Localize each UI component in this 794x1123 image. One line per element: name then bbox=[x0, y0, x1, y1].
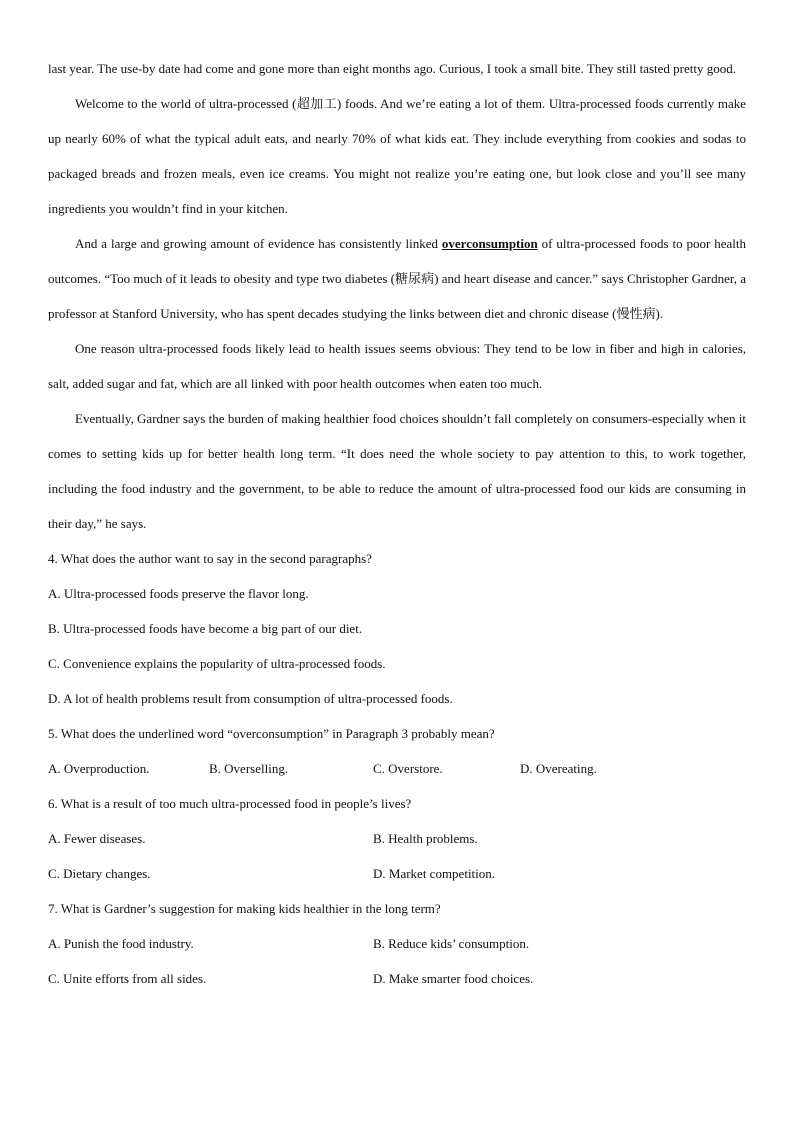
question-4-option-d: D. A lot of health problems result from consumption of ultra-processed foods. bbox=[48, 691, 453, 706]
question-4-stem: 4. What does the author want to say in the second paragraphs? bbox=[48, 551, 372, 566]
question-5-option-c: C. Overstore. bbox=[373, 761, 443, 776]
passage-paragraph-5: Eventually, Gardner says the burden of making healthier food choices shouldn’t fall completely on consumers-especially when it comes to setting kids up for better health long term. “It does need the whole society to pay attention to this, to work together, including the food industry and the government, to be able to reduce the amount of ultra-processed food our kids are consuming in their day,” he says. bbox=[48, 411, 746, 531]
passage-paragraph-4: One reason ultra-processed foods likely lead to health issues seems obvious: They tend to be low in fiber and high in calories, salt, added sugar and fat, which are all linked with poor health outcomes when eaten too much. bbox=[48, 341, 746, 391]
question-7-options-row-2 bbox=[48, 961, 746, 996]
question-6-option-d: D. Market competition. bbox=[373, 866, 496, 881]
question-4-option-c: C. Convenience explains the popularity of ultra-processed foods. bbox=[48, 656, 386, 671]
question-5-option-a: A. Overproduction. bbox=[48, 761, 150, 776]
question-6-stem: 6. What is a result of too much ultra-processed food in people’s lives? bbox=[48, 796, 412, 811]
passage-paragraph-continued: last year. The use-by date had come and gone more than eight months ago. Curious, I took a small bite. They still tasted pretty good. bbox=[48, 61, 737, 76]
question-5-options bbox=[48, 751, 746, 786]
underlined-word: overconsumption bbox=[441, 236, 538, 251]
question-6-option-a: A. Fewer diseases. bbox=[48, 831, 146, 846]
question-7-option-b: B. Reduce kids’ consumption. bbox=[373, 936, 530, 951]
question-7-option-a: A. Punish the food industry. bbox=[48, 936, 194, 951]
question-7-stem: 7. What is Gardner’s suggestion for making kids healthier in the long term? bbox=[48, 901, 441, 916]
question-6-options-row-2 bbox=[48, 856, 746, 891]
paragraph-3-text-before: And a large and growing amount of evidence has consistently linked bbox=[75, 236, 442, 251]
document-page bbox=[48, 51, 746, 996]
question-4-option-a: A. Ultra-processed foods preserve the flavor long. bbox=[48, 586, 309, 601]
question-6-option-c: C. Dietary changes. bbox=[48, 866, 151, 881]
passage-paragraph-2: Welcome to the world of ultra-processed (超加工) foods. And we’re eating a lot of them. Ultra-processed foods currently make up nearly 60% of what the typical adult eats, and nearly 70% of what kids eat. They include everything from cookies and sodas to packaged breads and frozen meals, even ice creams. You might not realize you’re eating one, but look close and you’ll see many ingredients you wouldn’t find in your kitchen. bbox=[48, 96, 746, 216]
question-7-options-row-1 bbox=[48, 926, 746, 961]
question-6-option-b: B. Health problems. bbox=[373, 831, 478, 846]
question-4-option-b: B. Ultra-processed foods have become a big part of our diet. bbox=[48, 621, 363, 636]
passage-paragraph-3 bbox=[48, 226, 746, 331]
question-6-options-row-1 bbox=[48, 821, 746, 856]
question-5-option-b: B. Overselling. bbox=[209, 761, 289, 776]
question-5-option-d: D. Overeating. bbox=[520, 761, 597, 776]
paragraph-3-text-after: of ultra-processed foods to poor health outcomes. “Too much of it leads to obesity and type two diabetes (糖尿病) and heart disease and cancer.” says Christopher Gardner, a professor at Stanford University, who has spent decades studying the links between diet and chronic disease (慢性病). bbox=[48, 236, 746, 321]
question-7-option-c: C. Unite efforts from all sides. bbox=[48, 971, 207, 986]
question-7-option-d: D. Make smarter food choices. bbox=[373, 971, 534, 986]
question-5-stem: 5. What does the underlined word “overconsumption” in Paragraph 3 probably mean? bbox=[48, 726, 495, 741]
